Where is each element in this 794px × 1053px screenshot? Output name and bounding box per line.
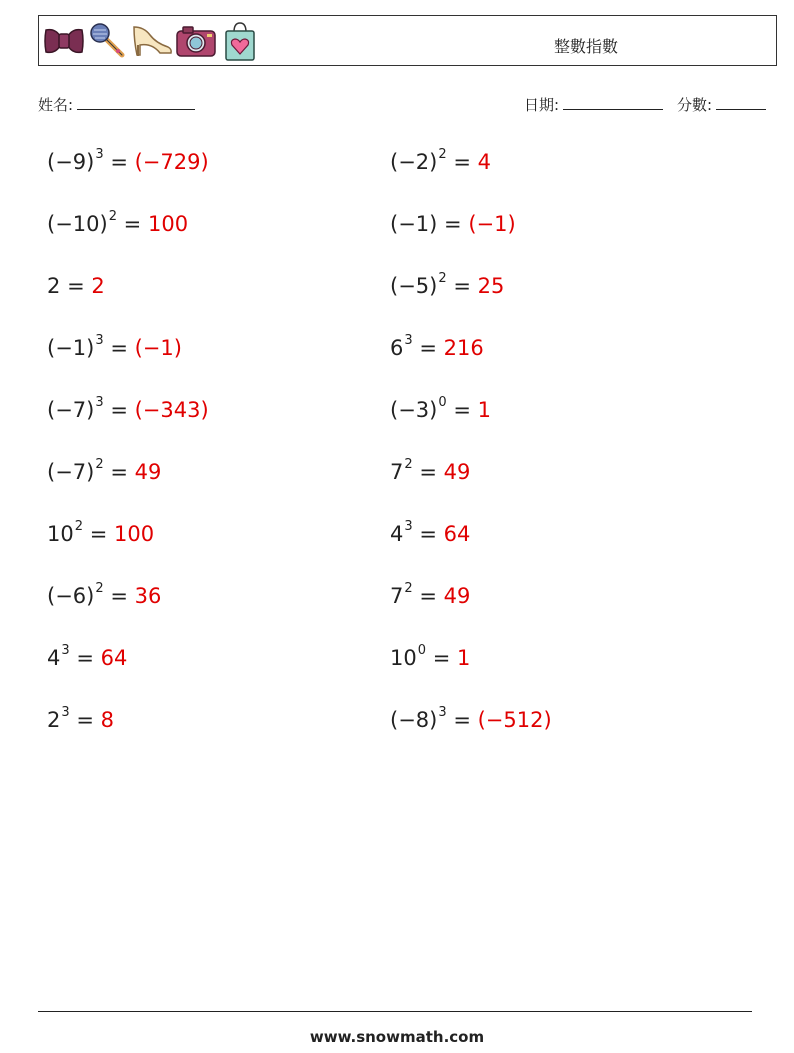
problem-item <box>390 458 470 486</box>
problem-item <box>47 148 209 176</box>
problem-answer: 216 <box>443 336 484 360</box>
date-blank[interactable] <box>563 95 663 110</box>
problem-exponent: 2 <box>438 147 447 162</box>
problem-item <box>390 396 491 424</box>
problem-item <box>47 458 161 486</box>
problem-answer: (−1) <box>468 212 516 236</box>
problem-exponent: 3 <box>61 643 70 658</box>
problem-answer: 25 <box>477 274 505 298</box>
problem-answer: 100 <box>147 212 189 236</box>
equals-sign: = <box>110 584 128 608</box>
problem-exponent: 2 <box>74 519 84 534</box>
problem-answer: 2 <box>91 274 105 298</box>
header-icons <box>42 20 262 62</box>
problem-base: 6 <box>390 336 404 360</box>
problem-base: (−3) <box>390 398 438 422</box>
problem-exponent: 3 <box>95 147 104 162</box>
equals-sign: = <box>419 522 437 546</box>
problem-exponent: 3 <box>95 395 104 410</box>
equals-sign: = <box>432 646 451 670</box>
problem-item <box>390 582 470 610</box>
problem-answer: 1 <box>477 398 491 422</box>
equals-sign: = <box>444 212 462 236</box>
equals-sign: = <box>453 150 471 174</box>
problem-answer: 49 <box>134 460 162 484</box>
problem-item <box>47 706 114 734</box>
equals-sign: = <box>76 708 94 732</box>
problem-base: 4 <box>47 646 61 670</box>
problem-base: (−10) <box>47 212 108 236</box>
microphone-icon <box>86 20 130 62</box>
problem-item <box>47 520 154 548</box>
problem-base: 10 <box>47 522 74 546</box>
footer-divider <box>38 1011 752 1012</box>
score-label: 分數: <box>677 96 713 114</box>
problem-answer: 100 <box>114 522 155 546</box>
problem-answer: 1 <box>457 646 471 670</box>
problem-item <box>390 148 491 176</box>
high-heel-icon <box>130 20 174 62</box>
equals-sign: = <box>110 460 128 484</box>
problem-answer: 64 <box>443 522 471 546</box>
problem-base: 10 <box>390 646 417 670</box>
problem-base: (−9) <box>47 150 95 174</box>
shopping-bag-icon <box>218 20 262 62</box>
problem-item <box>390 706 552 734</box>
problem-item <box>390 210 516 238</box>
problem-answer: (−1) <box>134 336 182 360</box>
date-field <box>524 94 663 115</box>
header-box <box>38 15 777 66</box>
problem-item <box>47 334 182 362</box>
problem-item <box>47 582 161 610</box>
problem-item <box>390 334 484 362</box>
problem-answer: 49 <box>443 584 471 608</box>
equals-sign: = <box>89 522 108 546</box>
problem-base: 7 <box>390 584 404 608</box>
equals-sign: = <box>110 336 128 360</box>
equals-sign: = <box>76 646 94 670</box>
bow-tie-icon <box>42 20 86 62</box>
equals-sign: = <box>67 274 85 298</box>
problem-item <box>390 644 470 672</box>
problem-item <box>47 210 188 238</box>
equals-sign: = <box>123 212 142 236</box>
equals-sign: = <box>110 398 128 422</box>
page-title: 整數指數 <box>554 37 619 56</box>
equals-sign: = <box>419 460 437 484</box>
problem-base: (−2) <box>390 150 438 174</box>
problem-item <box>47 644 127 672</box>
problem-item <box>47 272 105 300</box>
problem-exponent: 2 <box>438 271 447 286</box>
problem-exponent: 3 <box>404 519 413 534</box>
problem-base: 2 <box>47 274 61 298</box>
name-blank[interactable] <box>77 95 195 110</box>
problem-exponent: 3 <box>61 705 70 720</box>
problem-exponent: 3 <box>438 705 447 720</box>
date-label: 日期: <box>524 96 560 114</box>
problem-exponent: 0 <box>417 643 427 658</box>
problem-answer: 64 <box>100 646 128 670</box>
problem-item <box>390 520 470 548</box>
equals-sign: = <box>419 584 437 608</box>
score-blank[interactable] <box>716 95 766 110</box>
problem-base: (−7) <box>47 460 95 484</box>
equals-sign: = <box>419 336 437 360</box>
equals-sign: = <box>110 150 128 174</box>
problem-base: (−1) <box>47 336 95 360</box>
problem-exponent: 2 <box>108 209 117 224</box>
problem-answer: 49 <box>443 460 471 484</box>
equals-sign: = <box>453 708 471 732</box>
problem-base: (−6) <box>47 584 95 608</box>
problem-base: 7 <box>390 460 404 484</box>
problem-exponent: 2 <box>95 457 104 472</box>
name-label: 姓名: <box>38 96 74 114</box>
problem-answer: (−512) <box>477 708 552 732</box>
problem-item <box>47 396 209 424</box>
problem-item <box>390 272 504 300</box>
problem-exponent: 3 <box>404 333 413 348</box>
problem-base: (−7) <box>47 398 95 422</box>
problem-answer: 8 <box>100 708 115 732</box>
problem-exponent: 2 <box>404 457 413 472</box>
footer-url: www.snowmath.com <box>309 1028 485 1046</box>
score-field <box>677 94 766 115</box>
equals-sign: = <box>453 274 471 298</box>
problem-base: 2 <box>47 708 61 732</box>
problem-exponent: 0 <box>438 395 447 410</box>
problem-answer: 36 <box>134 584 162 608</box>
problem-exponent: 2 <box>404 581 413 596</box>
problem-answer: (−343) <box>134 398 209 422</box>
problem-base: (−5) <box>390 274 438 298</box>
equals-sign: = <box>453 398 471 422</box>
problem-base: 4 <box>390 522 404 546</box>
problem-base: (−1) <box>390 212 438 236</box>
camera-icon <box>174 20 218 62</box>
problem-answer: (−729) <box>134 150 209 174</box>
problem-exponent: 3 <box>95 333 104 348</box>
name-field <box>38 94 195 115</box>
problem-exponent: 2 <box>95 581 104 596</box>
problem-base: (−8) <box>390 708 438 732</box>
problem-answer: 4 <box>477 150 491 174</box>
